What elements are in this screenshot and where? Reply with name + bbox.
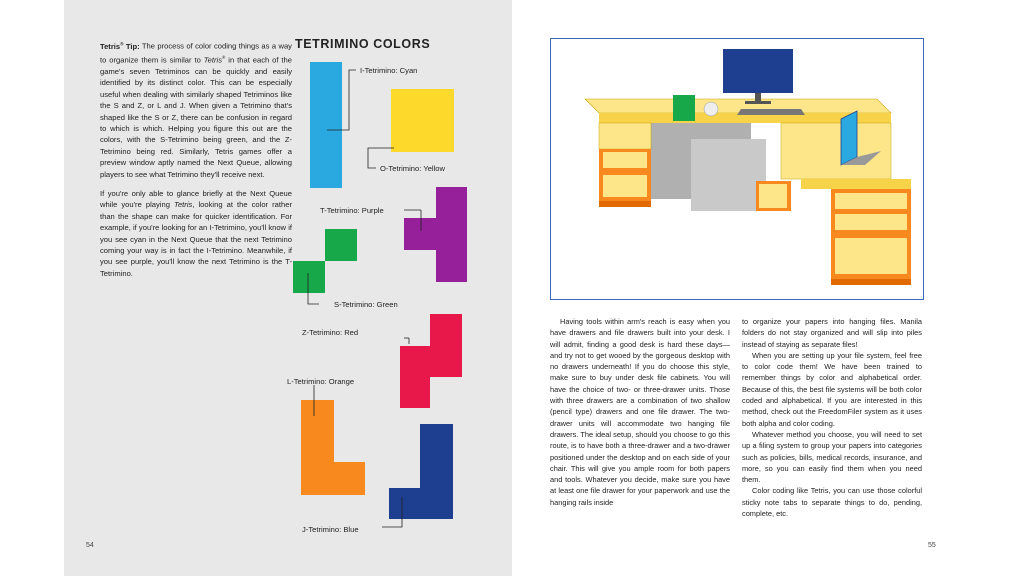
desk-illustration: [550, 38, 924, 300]
label-j-tetrimino: J-Tetrimino: Blue: [302, 525, 359, 534]
label-z-tetrimino: Z-Tetrimino: Red: [302, 328, 359, 337]
page-number-left: 54: [86, 542, 94, 549]
z-tetrimino-shape: [400, 314, 462, 408]
tetrimino-colors-title: TETRIMINO COLORS: [295, 37, 431, 51]
tip-label: Tetris® Tip:: [100, 41, 140, 51]
tetrimino-diagram: [64, 0, 512, 576]
tip-paragraph-2: If you're only able to glance briefly at the Next Queue while you're playing Tetris, looking at the color rather than the shape can make for quicker identification. For example, if you're looking for an I-Tetrimino, you'll know if you see cyan in the Next Queue that the next Tetrimino coming your way is in fact the I-Tetrimino. Meanwhile, if you see purple, you'll know the next Tetrimino is the T-Tetrimino.: [100, 188, 292, 278]
label-s-tetrimino: S-Tetrimino: Green: [334, 300, 398, 309]
o-tetrimino-shape: [391, 89, 454, 152]
body-column-2: to organize your papers into hanging files. Manila folders do not stay organized and will slip into piles instead of staying as separate files! When you are setting up your file system, feel free to color code them! We have been trained to remember things by color and alphabetical order. Because of this, the best file systems will be both color coded and alphabetical. If you are interested in this method, check out the FreedomFiler system as it uses both alpha and color coding. Whatever method you choose, you will need to set up a filing system to group your papers into categories such as policies, bills, medical records, insurance, and more, so you can easily find them when you need them. Color coding like Tetris, you can use those colorful sticky note tabs to separate things to do, pending, complete, etc.: [742, 317, 922, 519]
i-tetrimino-shape: [310, 62, 342, 188]
j-tetrimino-shape: [389, 424, 453, 519]
left-page: [64, 0, 512, 576]
label-t-tetrimino: T-Tetrimino: Purple: [320, 206, 384, 215]
t-tetrimino-shape: [404, 187, 467, 282]
page-number-right: 55: [928, 542, 936, 549]
body-column-1: Having tools within arm's reach is easy when you have drawers and file drawers built into your desk. I will admit, finding a good desk is hard these days—and try not to get wooed by the gorgeous desktop with no drawers underneath! If you do choose this style, make sure to buy under desk file cabinets. You will have the choice of two- or three-drawer units. Those with three drawers are a combination of two shallow (pencil type) drawers and one file drawer. The two-drawer units will accommodate two hanging file drawers. The ideal setup, should you choose to go this route, is to have both a three-drawer and a two-drawer positioned under the desktop and on each side of your chair. This will give you ample room for both papers and tools. Whatever you decide, make sure you have at least one file drawer for your paperwork and use the hanging rails inside: [550, 317, 730, 507]
label-i-tetrimino: I-Tetrimino: Cyan: [360, 66, 418, 75]
tip-paragraph-1: Tetris® Tip: The process of color coding things as a way to organize them is similar to Tetris® in that each of the game's seven Tetriminos can be quickly and easily identified by its distinct color. This can be especially useful when dealing with similarly shaped Tetriminos like the S and Z, or L and J. When given a Tetrimino that's shaped like the S or Z, there can be confusion in regard to which is which. Helping you figure this out are the colors, with the S-Tetrimino being green, and the Z-Tetrimino being red. Similarly, Tetris games offer a preview window aptly named the Next Queue, allowing players to see what Tetrimino they'll receive next.: [100, 41, 292, 179]
desk-drawing: [551, 39, 924, 300]
label-o-tetrimino: O-Tetrimino: Yellow: [380, 164, 445, 173]
right-page: [512, 0, 960, 576]
s-tetrimino-shape: [293, 229, 357, 293]
l-tetrimino-shape: [301, 400, 365, 495]
label-l-tetrimino: L-Tetrimino: Orange: [287, 377, 355, 386]
